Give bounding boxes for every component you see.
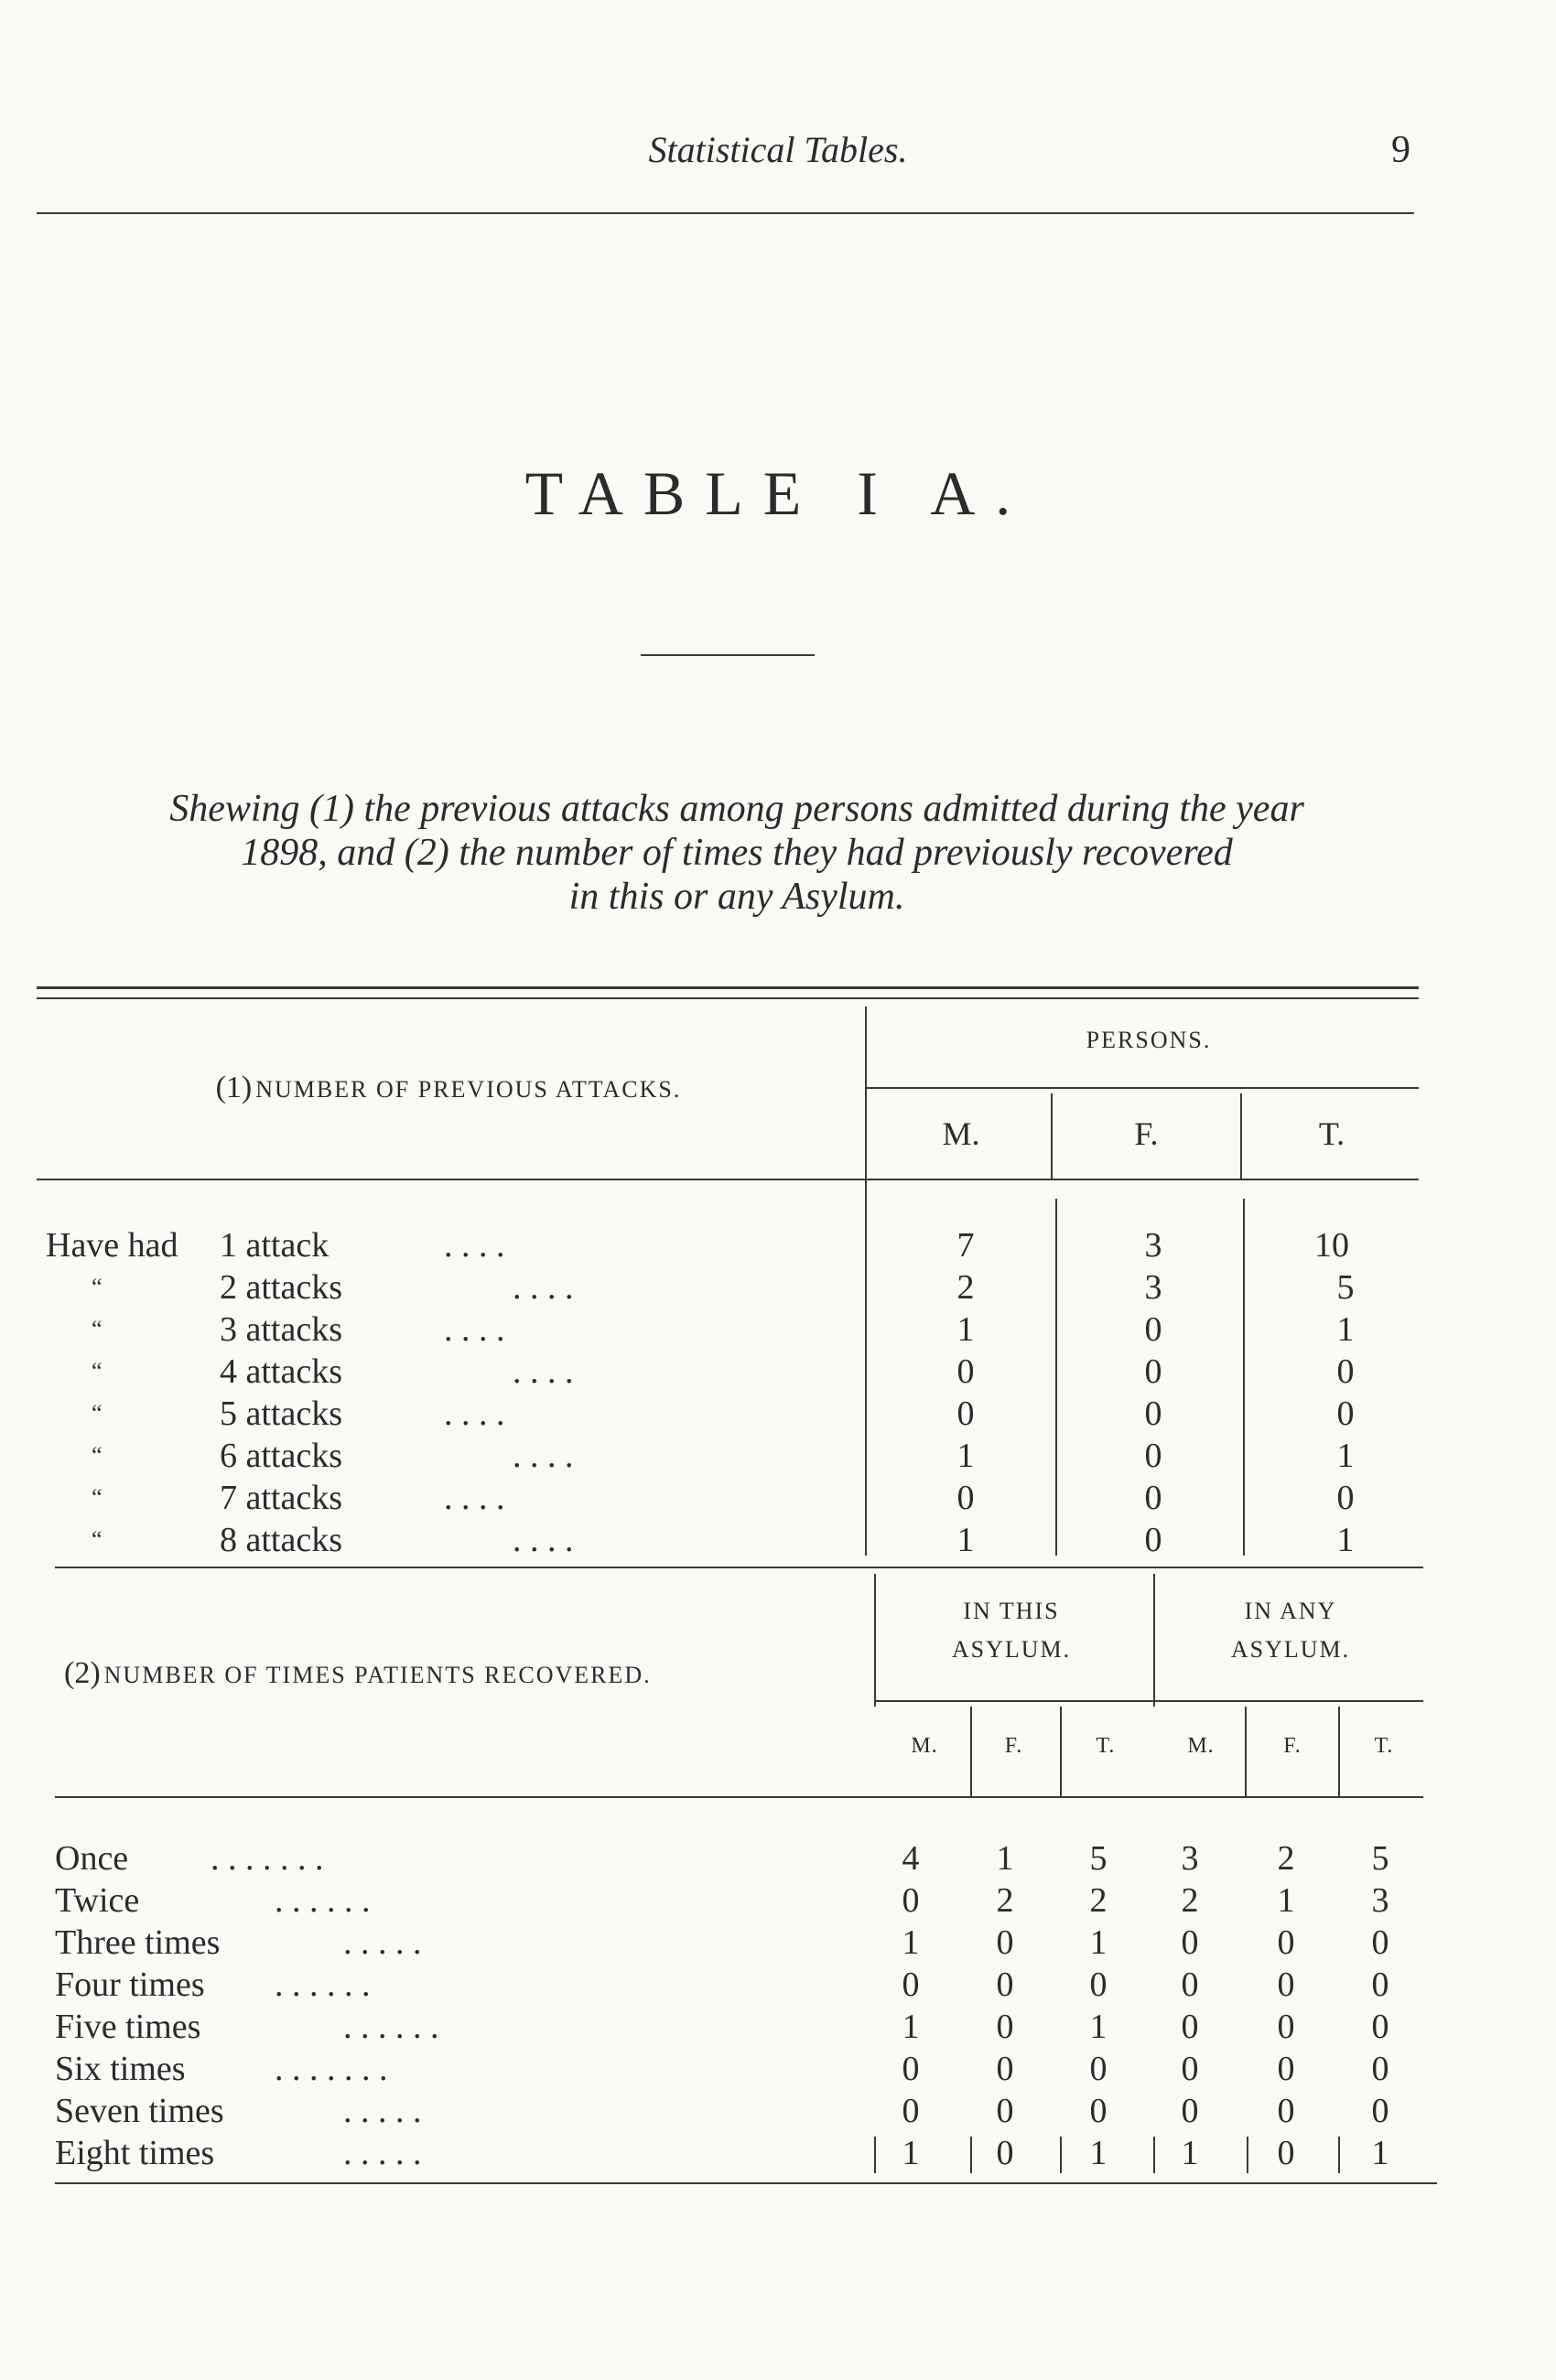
cell-m-this: 0: [902, 1965, 920, 2004]
section1-heading: [37, 1071, 860, 1105]
s2-col-line-3: [1245, 1707, 1247, 1798]
in-this-line2: ASYLUM.: [951, 1636, 1072, 1663]
row-label: Five times: [55, 2008, 201, 2046]
cell-m-any: 2: [1181, 1881, 1199, 1920]
s2-col-m-any: M.: [1187, 1734, 1215, 1758]
table-row: [0, 1964, 1556, 2006]
section1-divider-3: [1240, 1093, 1242, 1180]
cell-m: 2: [956, 1268, 975, 1307]
row-label: 8 attacks: [220, 1521, 343, 1559]
cell-f-this: 0: [996, 2008, 1014, 2046]
cell-m-this: 0: [902, 2050, 920, 2088]
cell-f-this: 0: [996, 2092, 1014, 2130]
cell-f-this: 0: [996, 1965, 1014, 2004]
row-label: Three times: [55, 1923, 221, 1962]
cell-f: 3: [1144, 1268, 1162, 1307]
col-m: M.: [942, 1115, 980, 1152]
s2-col-line-2: [1060, 1707, 1062, 1798]
cell-f-any: 0: [1277, 1965, 1295, 2004]
row-label: Twice: [55, 1881, 140, 1920]
row-leader-dots: . . . .: [444, 1395, 505, 1433]
caption-line-2: 1898, and (2) the number of times they had previously recovered: [241, 832, 1233, 874]
row-leader-dots: . . . . .: [343, 2134, 422, 2172]
row-leader-dots: . . . . . .: [275, 1965, 371, 2004]
table-row: [0, 2132, 1556, 2174]
cell-m-this: 4: [902, 1839, 920, 1878]
section1-bottom-rule: [55, 1567, 1423, 1568]
cell-m: 7: [956, 1226, 975, 1265]
cell-m: 1: [956, 1521, 975, 1559]
cell-t-any: 5: [1371, 1839, 1389, 1878]
row-label: 4 attacks: [220, 1352, 343, 1391]
cell-t: 0: [1336, 1395, 1355, 1433]
row-leader-dots: . . . . . . .: [211, 1839, 324, 1878]
cell-f: 0: [1144, 1521, 1162, 1559]
table-row: [0, 1393, 1556, 1435]
row-label: Eight times: [55, 2134, 215, 2172]
ditto-mark: “: [92, 1400, 103, 1427]
cell-m: 0: [956, 1352, 975, 1391]
table-row: [0, 2048, 1556, 2090]
cell-t-this: 0: [1089, 2092, 1108, 2130]
s2-col-t-any: T.: [1374, 1734, 1394, 1758]
running-head: Statistical Tables.: [648, 129, 908, 170]
row-leader-dots: . . . . . .: [275, 1881, 371, 1920]
table-row: [0, 1351, 1556, 1393]
row-leader-dots: . . . . . . .: [275, 2050, 388, 2088]
cell-m-this: 1: [902, 1923, 920, 1962]
cell-m-any: 0: [1181, 1923, 1199, 1962]
cell-m-this: 1: [902, 2008, 920, 2046]
table-row: [0, 1224, 1556, 1266]
cell-m-any: 0: [1181, 2008, 1199, 2046]
row-prefix: Have had: [46, 1226, 178, 1265]
cell-t: 0: [1336, 1352, 1355, 1391]
cell-f-this: 2: [996, 1881, 1014, 1920]
row-label: 1 attack: [220, 1226, 330, 1265]
cell-t-any: 0: [1371, 2008, 1389, 2046]
table-row: [0, 1879, 1556, 1922]
row-label: 2 attacks: [220, 1268, 343, 1307]
row-label: 7 attacks: [220, 1479, 343, 1517]
cell-t-this: 5: [1089, 1839, 1108, 1878]
row-leader-dots: . . . .: [513, 1521, 574, 1559]
ditto-mark: “: [92, 1442, 103, 1469]
cell-t-this: 0: [1089, 2050, 1108, 2088]
row-leader-dots: . . . .: [513, 1352, 574, 1391]
in-any-asylum-header: [1158, 1592, 1423, 1669]
persons-rule: [865, 1087, 1419, 1089]
section1-divider-2: [1051, 1093, 1053, 1180]
cell-f-this: 0: [996, 1923, 1014, 1962]
ditto-mark: “: [92, 1274, 103, 1300]
in-this-asylum-header: [879, 1592, 1144, 1669]
cell-f-any: 0: [1277, 2134, 1295, 2172]
cell-t: 5: [1336, 1268, 1355, 1307]
cell-t-this: 1: [1089, 2008, 1108, 2046]
table-row: [0, 1519, 1556, 1561]
section2-header-rule: [55, 1796, 1423, 1798]
cell-f-any: 2: [1277, 1839, 1295, 1878]
row-leader-dots: . . . .: [444, 1479, 505, 1517]
section2-divider-left: [874, 1574, 876, 1707]
s2-col-m-this: M.: [911, 1734, 938, 1758]
cell-f-any: 0: [1277, 2008, 1295, 2046]
cell-f: 0: [1144, 1352, 1162, 1391]
row-label: Four times: [55, 1965, 205, 2004]
cell-m: 0: [956, 1395, 975, 1433]
table-row: [0, 2090, 1556, 2132]
row-label: 6 attacks: [220, 1437, 343, 1475]
cell-t-this: 2: [1089, 1881, 1108, 1920]
cell-f: 0: [1144, 1395, 1162, 1433]
in-this-line1: IN THIS: [963, 1598, 1060, 1624]
cell-t-any: 3: [1371, 1881, 1389, 1920]
cell-f: 3: [1144, 1226, 1162, 1265]
cell-f-any: 1: [1277, 1881, 1295, 1920]
table-row: [0, 2006, 1556, 2048]
cell-t-any: 0: [1371, 1965, 1389, 2004]
in-any-line2: ASYLUM.: [1230, 1636, 1351, 1663]
ditto-mark: “: [92, 1316, 103, 1342]
section2-group-rule: [874, 1700, 1423, 1702]
cell-m-any: 0: [1181, 1965, 1199, 2004]
row-leader-dots: . . . .: [444, 1226, 505, 1265]
row-label: Seven times: [55, 2092, 224, 2130]
cell-f: 0: [1144, 1310, 1162, 1349]
table-row: [0, 1435, 1556, 1477]
cell-t-this: 1: [1089, 1923, 1108, 1962]
persons-header: PERSONS.: [1086, 1027, 1212, 1053]
cell-t: 1: [1336, 1437, 1355, 1475]
section2-divider-mid: [1153, 1574, 1155, 1707]
row-leader-dots: . . . . .: [343, 1923, 422, 1962]
cell-m-any: 0: [1181, 2092, 1199, 2130]
cell-t-this: 1: [1089, 2134, 1108, 2172]
cell-f-this: 0: [996, 2134, 1014, 2172]
cell-m: 1: [956, 1310, 975, 1349]
cell-t: 1: [1336, 1310, 1355, 1349]
section2-heading-text: NUMBER OF TIMES PATIENTS RECOVERED.: [103, 1662, 652, 1688]
cell-f: 0: [1144, 1479, 1162, 1517]
s2-col-line-1: [970, 1707, 972, 1798]
cell-m-any: 1: [1181, 2134, 1199, 2172]
cell-t-any: 0: [1371, 2092, 1389, 2130]
row-leader-dots: . . . . .: [343, 2092, 422, 2130]
title-rule: [641, 654, 815, 656]
section2-number: (2): [64, 1656, 101, 1690]
caption-line-1: Shewing (1) the previous attacks among persons admitted during the year: [169, 788, 1304, 830]
cell-f-any: 0: [1277, 1923, 1295, 1962]
table-title: TABLE I A.: [524, 458, 1032, 528]
ditto-mark: “: [92, 1358, 103, 1384]
cell-m-any: 3: [1181, 1839, 1199, 1878]
row-label: Once: [55, 1839, 129, 1878]
row-leader-dots: . . . . . .: [343, 2008, 439, 2046]
s2-col-f-any: F.: [1283, 1734, 1302, 1758]
cell-m-this: 0: [902, 2092, 920, 2130]
table-row: [0, 1477, 1556, 1519]
row-leader-dots: . . . .: [513, 1437, 574, 1475]
cell-t: 10: [1314, 1226, 1349, 1265]
cell-f: 0: [1144, 1437, 1162, 1475]
row-label: 5 attacks: [220, 1395, 343, 1433]
header-rule: [37, 212, 1414, 214]
cell-t: 0: [1336, 1479, 1355, 1517]
row-label: Six times: [55, 2050, 186, 2088]
table-row: [0, 1922, 1556, 1964]
page-number: 9: [1391, 129, 1410, 171]
s2-col-t-this: T.: [1096, 1734, 1116, 1758]
cell-m: 1: [956, 1437, 975, 1475]
table-bottom-rule: [55, 2182, 1437, 2184]
cell-m-this: 1: [902, 2134, 920, 2172]
cell-f-any: 0: [1277, 2092, 1295, 2130]
cell-t-this: 0: [1089, 1965, 1108, 2004]
row-leader-dots: . . . .: [444, 1310, 505, 1349]
section1-header-rule: [37, 1179, 1419, 1180]
table-row: [0, 1837, 1556, 1879]
section1-number: (1): [215, 1071, 253, 1104]
row-label: 3 attacks: [220, 1310, 343, 1349]
table-top-rule: [37, 986, 1419, 989]
cell-t-any: 0: [1371, 2050, 1389, 2088]
table-row: [0, 1266, 1556, 1308]
caption-line-3: in this or any Asylum.: [568, 876, 905, 918]
section2-heading: [64, 1656, 851, 1691]
cell-m-this: 0: [902, 1881, 920, 1920]
table-top-rule-2: [37, 997, 1419, 999]
col-t: T.: [1318, 1115, 1345, 1152]
cell-t: 1: [1336, 1521, 1355, 1559]
table-row: [0, 1308, 1556, 1351]
s2-col-f-this: F.: [1004, 1734, 1023, 1758]
ditto-mark: “: [92, 1484, 103, 1511]
cell-t-any: 1: [1371, 2134, 1389, 2172]
s2-col-line-4: [1338, 1707, 1340, 1798]
ditto-mark: “: [92, 1526, 103, 1553]
cell-f-this: 0: [996, 2050, 1014, 2088]
row-leader-dots: . . . .: [513, 1268, 574, 1307]
cell-f-any: 0: [1277, 2050, 1295, 2088]
in-any-line1: IN ANY: [1244, 1598, 1337, 1624]
cell-m-any: 0: [1181, 2050, 1199, 2088]
cell-f-this: 1: [996, 1839, 1014, 1878]
section1-heading-text: NUMBER OF PREVIOUS ATTACKS.: [255, 1076, 682, 1103]
col-f: F.: [1134, 1115, 1159, 1152]
table-caption: [46, 787, 1428, 919]
cell-t-any: 0: [1371, 1923, 1389, 1962]
cell-m: 0: [956, 1479, 975, 1517]
